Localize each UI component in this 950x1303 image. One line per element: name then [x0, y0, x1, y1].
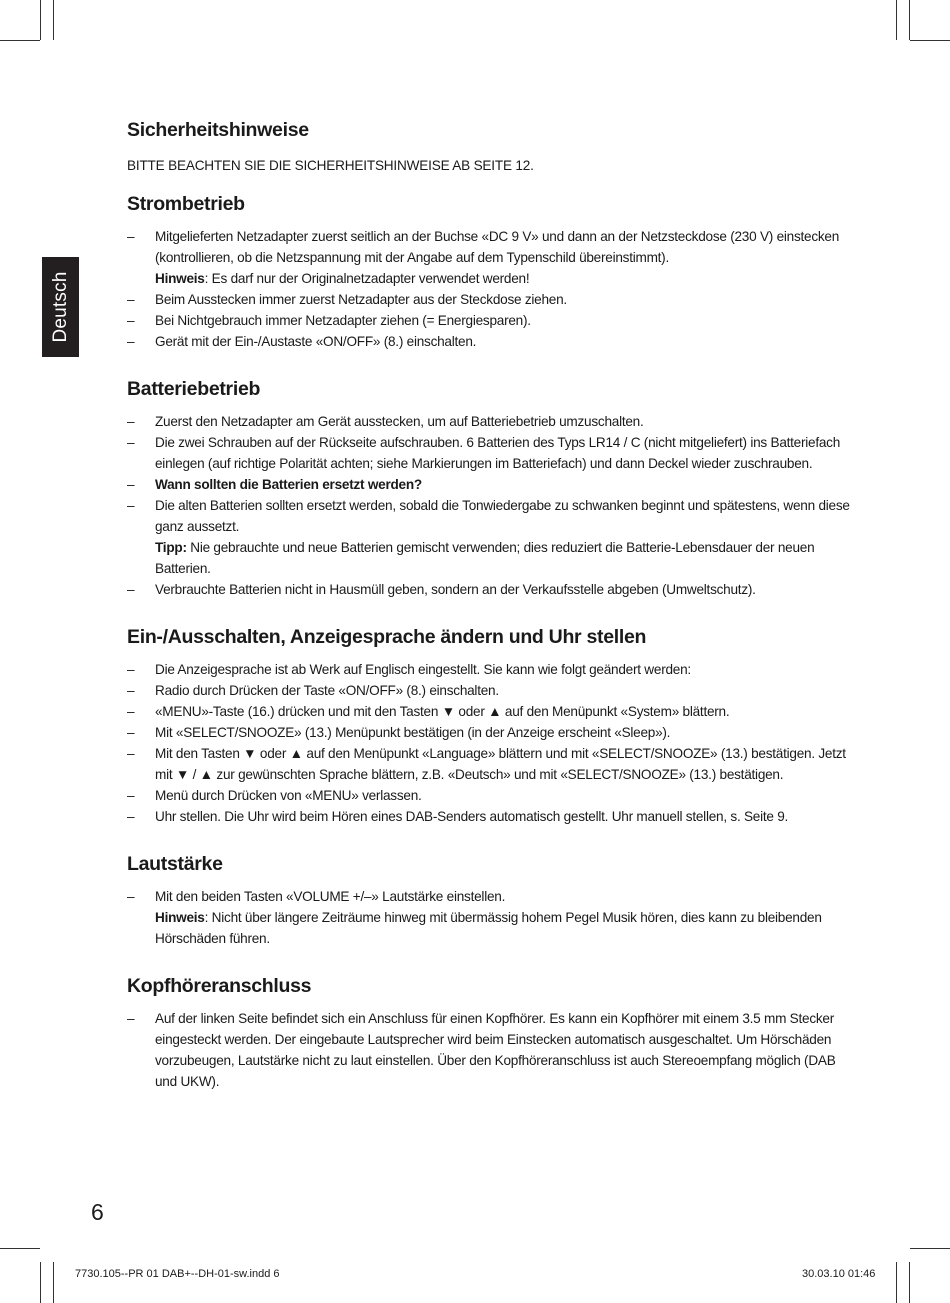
- section-title: Sicherheitshinweise: [127, 119, 309, 141]
- language-tab: [42, 257, 79, 357]
- section-title: Lautstärke: [127, 853, 223, 875]
- list-item: – Mit den beiden Tasten «VOLUME +/–» Lautstärke einstellen. Hinweis: Nicht über längere Zeiträume hinweg mit übermässig hohem Pegel Musik hören, dies kann zu bleibenden Hörschäden führen.: [127, 886, 852, 949]
- list-item: – Beim Ausstecken immer zuerst Netzadapter aus der Steckdose ziehen.: [127, 289, 852, 310]
- crop-mark: [910, 1248, 950, 1249]
- section-switching: [127, 624, 852, 827]
- page-content: [127, 117, 852, 1092]
- list-item: – Auf der linken Seite befindet sich ein Anschluss für einen Kopfhörer. Es kann ein Kopfhörer mit einem 3.5 mm Stecker eingesteckt werden. Der eingebaute Lautsprecher wird beim Einstecken automatisch ausgeschaltet. Um Hörschäden vorzubeugen, Lautstärke nicht zu laut einstellen. Über den Kopfhöreranschluss ist auch Stereoempfang möglich (DAB und UKW).: [127, 1008, 852, 1092]
- section-title: Batteriebetrieb: [127, 378, 261, 400]
- list-item: – Die Anzeigesprache ist ab Werk auf Englisch eingestellt. Sie kann wie folgt geändert werden:: [127, 659, 852, 680]
- page-number: 6: [91, 1199, 104, 1225]
- footer-timestamp: 30.03.10 01:46: [802, 1268, 876, 1280]
- crop-mark: [53, 1262, 54, 1303]
- list-item: – Radio durch Drücken der Taste «ON/OFF» (8.) einschalten.: [127, 680, 852, 701]
- crop-mark: [910, 40, 950, 41]
- bullet-list: [127, 886, 852, 949]
- section-power: [127, 191, 852, 352]
- bullet-list: [127, 1008, 852, 1092]
- section-title: Kopfhöreranschluss: [127, 975, 312, 997]
- section-safety: [127, 117, 852, 176]
- list-item: – Mit den Tasten ▼ oder ▲ auf den Menüpunkt «Language» blättern und mit «SELECT/SNOOZE» (13.) bestätigen. Jetzt mit ▼ / ▲ zur gewünschten Sprache blättern, z.B. «Deutsch» und mit «SELECT/SNOOZE» (13.) bestätigen.: [127, 743, 852, 785]
- crop-mark: [40, 0, 41, 40]
- list-item: – Wann sollten die Batterien ersetzt werden?: [127, 474, 852, 495]
- list-item: – Die zwei Schrauben auf der Rückseite aufschrauben. 6 Batterien des Typs LR14 / C (nicht mitgeliefert) ins Batteriefach einlegen (auf richtige Polarität achten; siehe Markierungen im Batteriefach) und dann Deckel wieder zuschrauben.: [127, 432, 852, 474]
- crop-mark: [40, 1262, 41, 1303]
- list-item: – Die alten Batterien sollten ersetzt werden, sobald die Tonwiedergabe zu schwanken beginnt und spätestens, wenn diese ganz aussetzt. Tipp: Nie gebrauchte und neue Batterien gemischt verwenden; dies reduziert die Batterie-Lebensdauer der neuen Batterien.: [127, 495, 852, 579]
- crop-mark: [909, 1262, 910, 1303]
- crop-mark: [0, 40, 40, 41]
- list-item: – Gerät mit der Ein-/Austaste «ON/OFF» (8.) einschalten.: [127, 331, 852, 352]
- safety-note: BITTE BEACHTEN SIE DIE SICHERHEITSHINWEISE AB SEITE 12.: [127, 158, 534, 173]
- section-volume: [127, 851, 852, 949]
- section-headphones: [127, 973, 852, 1092]
- list-item: – Mitgelieferten Netzadapter zuerst seitlich an der Buchse «DC 9 V» und dann an der Netzsteckdose (230 V) einstecken (kontrollieren, ob die Netzspannung mit der Angabe auf dem Typenschild übereinstimmt). Hinweis: Es darf nur der Originalnetzadapter verwendet werden!: [127, 226, 852, 289]
- footer-file-info: 7730.105--PR 01 DAB+--DH-01-sw.indd 6: [75, 1268, 280, 1280]
- crop-mark: [896, 1262, 897, 1303]
- section-title: Ein-/Ausschalten, Anzeigesprache ändern und Uhr stellen: [127, 626, 647, 648]
- crop-mark: [53, 0, 54, 40]
- crop-mark: [896, 0, 897, 40]
- crop-mark: [0, 1248, 40, 1249]
- section-title: Strombetrieb: [127, 193, 245, 215]
- list-item: – «MENU»-Taste (16.) drücken und mit den Tasten ▼ oder ▲ auf den Menüpunkt «System» blättern.: [127, 701, 852, 722]
- bullet-list: [127, 411, 852, 600]
- crop-mark: [909, 0, 910, 40]
- list-item: – Zuerst den Netzadapter am Gerät ausstecken, um auf Batteriebetrieb umzuschalten.: [127, 411, 852, 432]
- bullet-list: [127, 659, 852, 827]
- list-item: – Bei Nichtgebrauch immer Netzadapter ziehen (= Energiesparen).: [127, 310, 852, 331]
- section-battery: [127, 376, 852, 600]
- list-item: – Mit «SELECT/SNOOZE» (13.) Menüpunkt bestätigen (in der Anzeige erscheint «Sleep»).: [127, 722, 852, 743]
- bullet-list: [127, 226, 852, 352]
- list-item: – Uhr stellen. Die Uhr wird beim Hören eines DAB-Senders automatisch gestellt. Uhr manuell stellen, s. Seite 9.: [127, 806, 852, 827]
- language-tab-label: Deutsch: [49, 271, 71, 343]
- list-item: – Verbrauchte Batterien nicht in Hausmüll geben, sondern an der Verkaufsstelle abgeben (Umweltschutz).: [127, 579, 852, 600]
- list-item: – Menü durch Drücken von «MENU» verlassen.: [127, 785, 852, 806]
